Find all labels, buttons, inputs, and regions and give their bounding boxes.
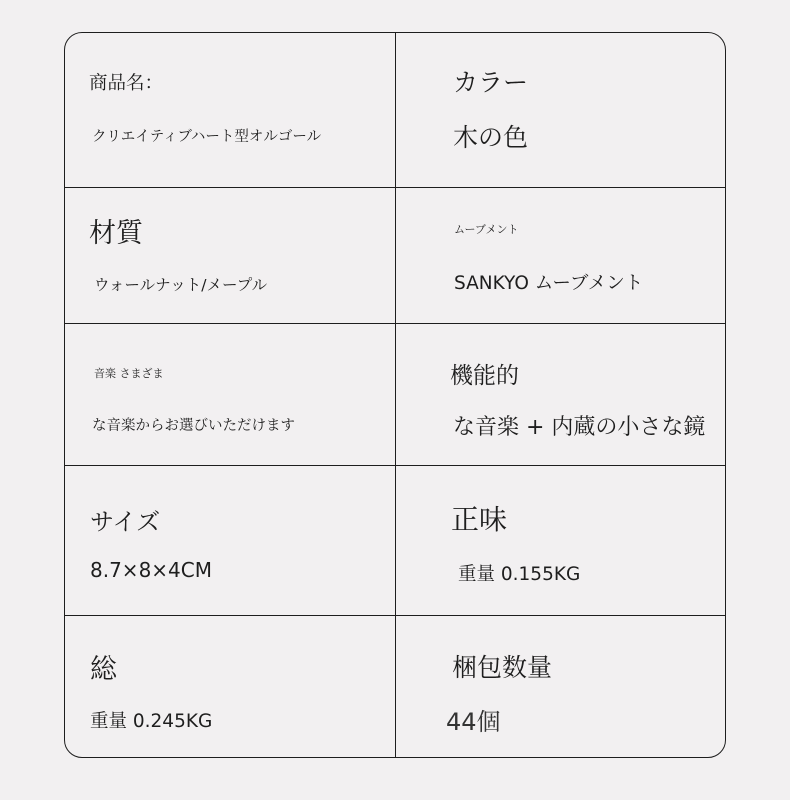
spec-cell-music	[65, 324, 395, 465]
spec-label: サイズ	[90, 508, 161, 536]
spec-cell-gross-weight	[65, 616, 395, 758]
spec-value: な音楽からお選びいただけます	[92, 418, 295, 434]
spec-cell-size	[65, 466, 395, 615]
spec-cell-package-quantity	[396, 616, 726, 758]
spec-value: 木の色	[453, 123, 529, 152]
spec-label: 商品名：	[89, 73, 164, 94]
spec-value: クリエイティブハート型オルゴール	[92, 129, 322, 145]
spec-value: SANKYO ムーブメント	[454, 273, 644, 294]
spec-value: 44個	[446, 708, 501, 736]
spec-value: な音楽 + 内蔵の小さな鏡	[453, 415, 706, 440]
spec-table	[64, 32, 726, 758]
spec-cell-product-name	[65, 33, 395, 187]
spec-label: 正味	[451, 503, 508, 536]
spec-cell-material	[65, 188, 395, 323]
spec-label: 材質	[89, 218, 143, 249]
spec-label: ムーブメント	[454, 223, 519, 236]
spec-label: 総	[90, 654, 117, 685]
spec-label: 機能的	[450, 363, 519, 389]
spec-value: ウォールナット/メープル	[94, 276, 268, 294]
spec-label: カラー	[453, 68, 529, 97]
spec-cell-movement	[396, 188, 726, 323]
spec-value: 重量 0.155KG	[458, 564, 581, 585]
spec-cell-net-weight	[396, 466, 726, 615]
spec-cell-function	[396, 324, 726, 465]
spec-value: 重量 0.245KG	[90, 711, 213, 732]
spec-label: 音楽 さまざま	[94, 367, 164, 380]
spec-label: 梱包数量	[452, 653, 553, 682]
spec-cell-color	[396, 33, 726, 187]
spec-value: 8.7×8×4CM	[90, 558, 212, 582]
